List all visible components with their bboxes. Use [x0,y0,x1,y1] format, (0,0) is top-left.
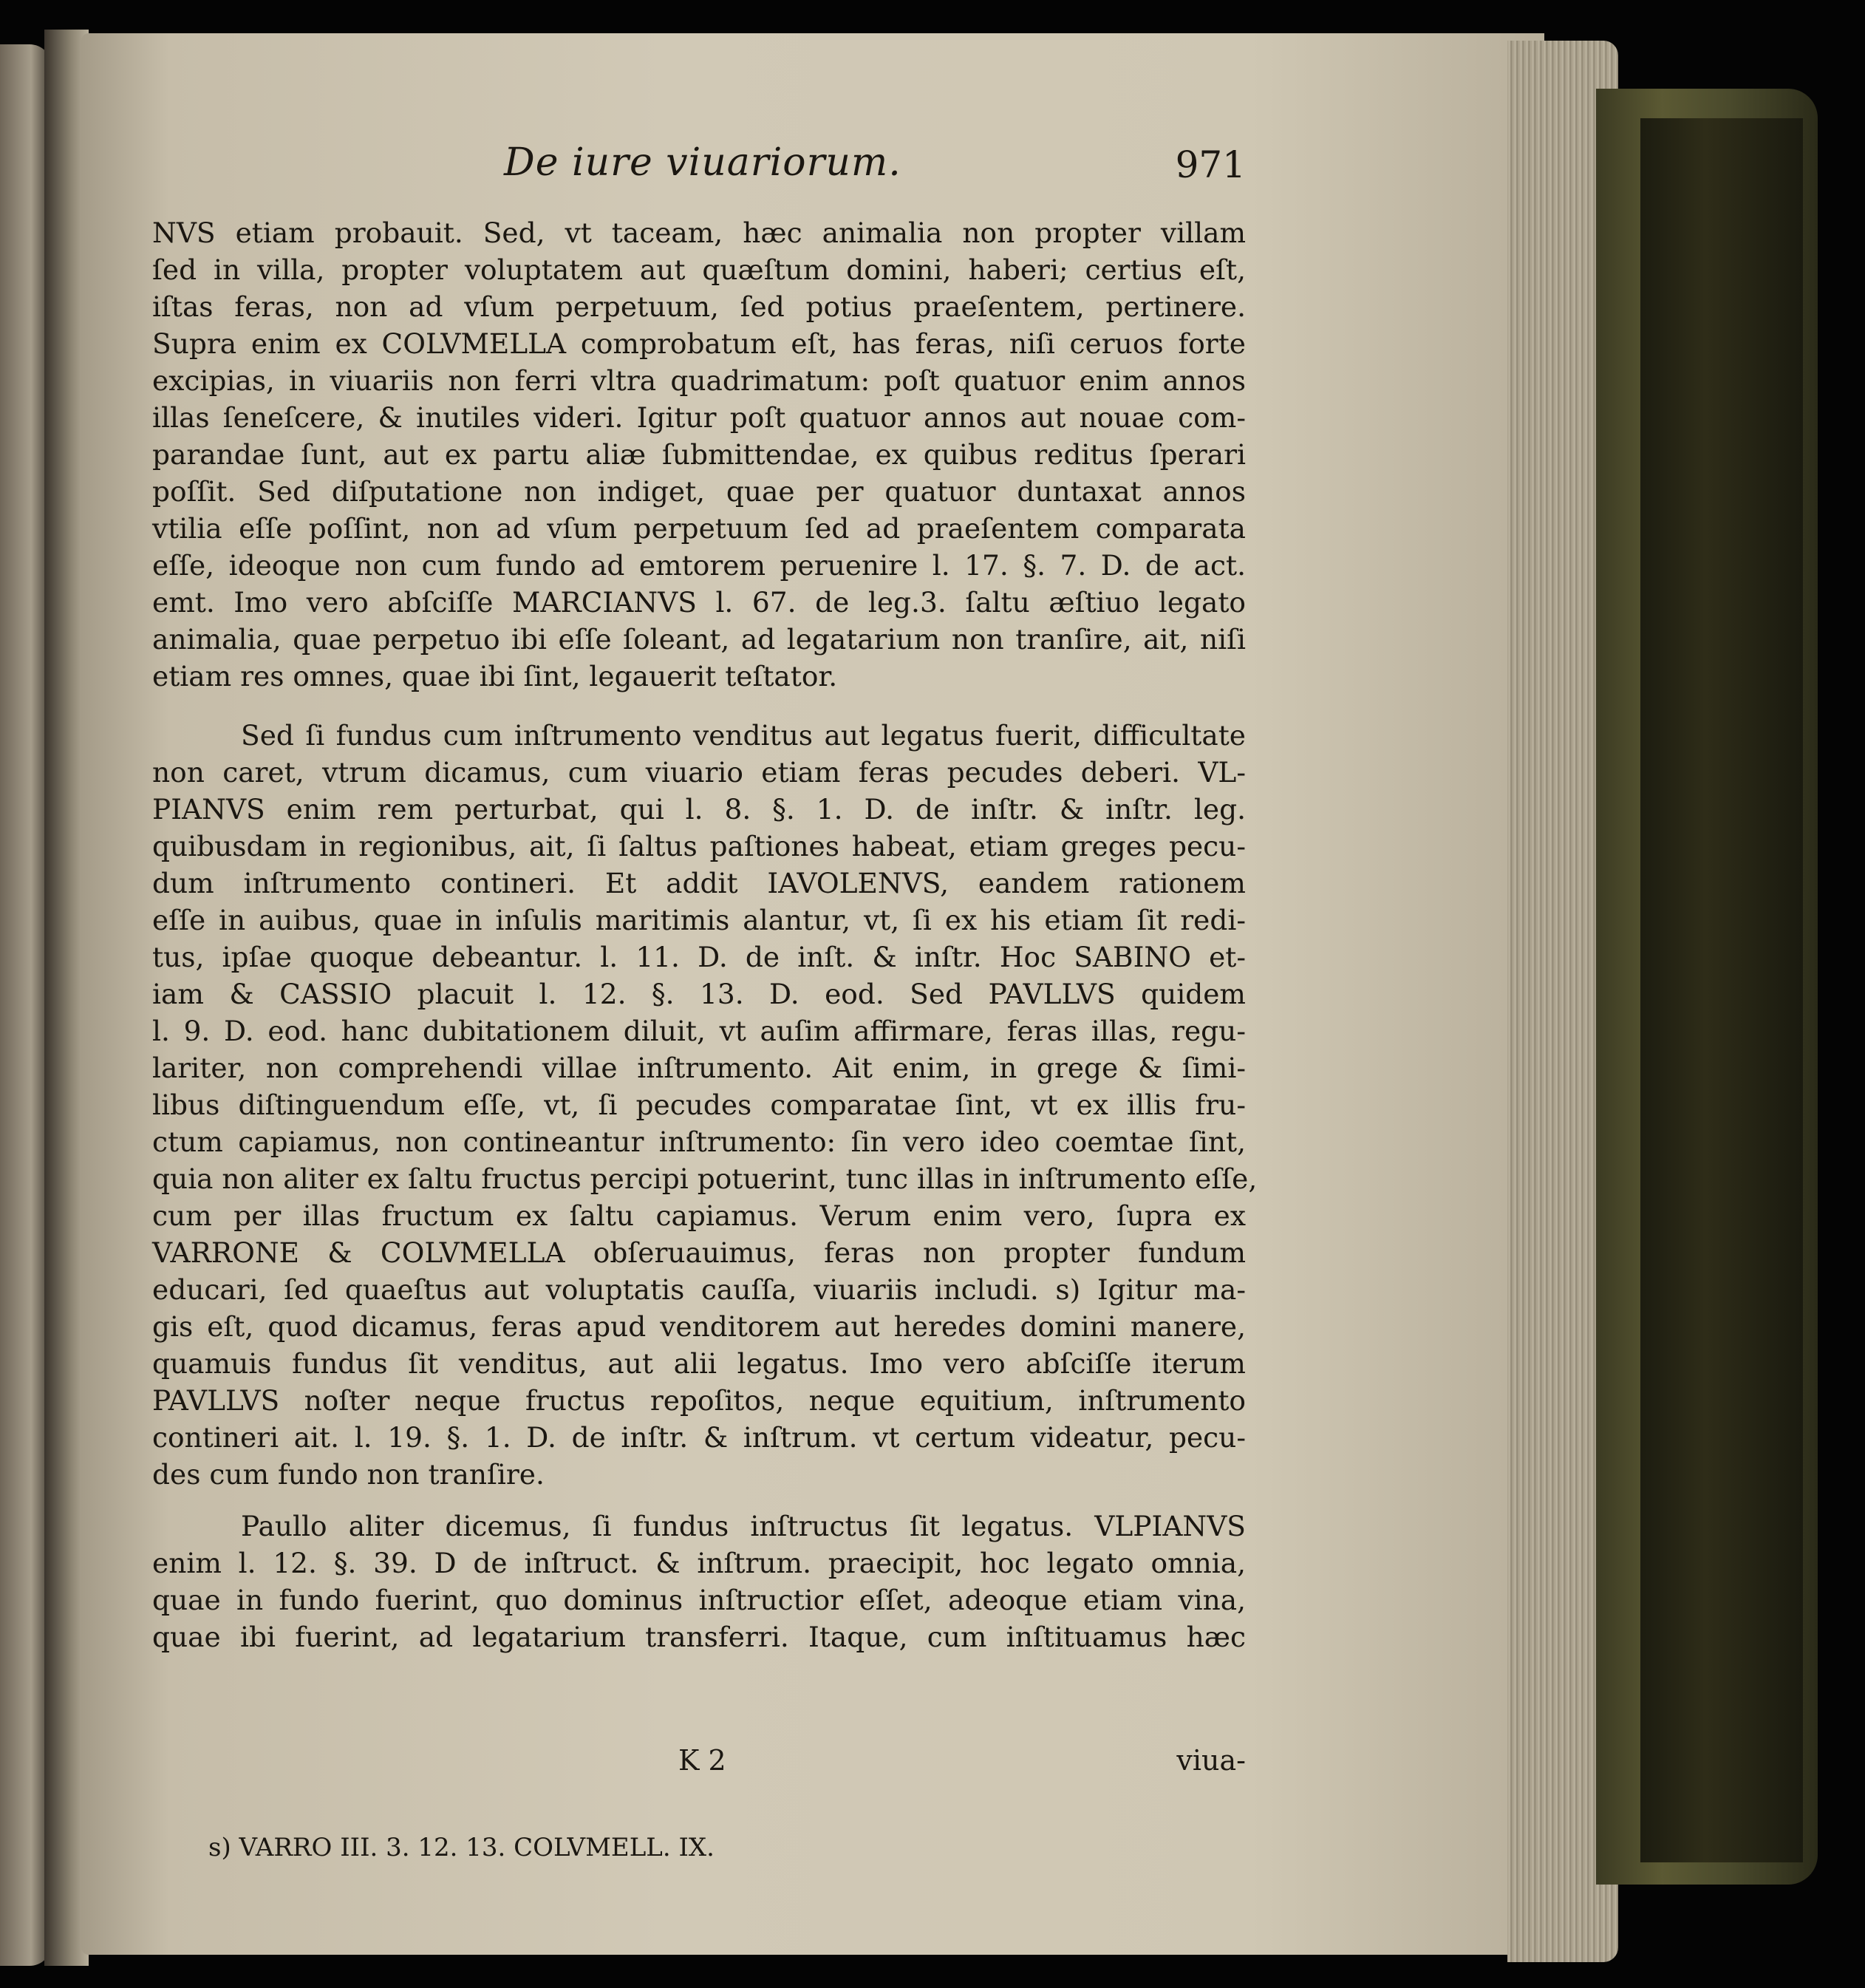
text-line: iam & CASSIO placuit l. 12. §. 13. D. eod. Sed PAVLLVS quidem [152,978,1246,1010]
text-line: quia non aliter ex ſaltu fructus percipi potuerint, tunc illas in inſtrumento eſſe, [152,1162,1258,1195]
catchword-row [152,1744,1246,1781]
text-line: vtilia eſſe poſſint, non ad vſum perpetuum ſed ad praeſentem comparata [152,512,1246,545]
text-line: Paullo aliter dicemus, ſi fundus inſtructus ſit legatus. VLPIANVS [241,1510,1246,1542]
signature-mark: K 2 [678,1744,726,1777]
text-line: l. 9. D. eod. hanc dubitationem diluit, vt auſim affirmare, feras illas, regu- [152,1015,1246,1047]
footnote: s) VARRO III. 3. 12. 13. COLVMELL. IX. [208,1833,715,1862]
text-line: eſſe in auibus, quae in inſulis maritimis alantur, vt, ſi ex his etiam ſit redi- [152,904,1246,936]
text-line: etiam res omnes, quae ibi ſint, legauerit teſtator. [152,660,838,692]
running-title: De iure viuariorum. [504,140,901,185]
text-line: PIANVS enim rem perturbat, qui l. 8. §. 1. D. de inſtr. & inſtr. leg. [152,793,1246,826]
text-line: quibusdam in regionibus, ait, ſi ſaltus paſtiones habeat, etiam greges pecu- [152,830,1246,862]
text-line: ctum capiamus, non contineantur inſtrumento: ſin vero ideo coemtae ſint, [152,1126,1246,1158]
text-line: cum per illas fructum ex ſaltu capiamus. Verum enim vero, ſupra ex [152,1199,1246,1232]
text-line: PAVLLVS noſter neque fructus repoſitos, neque equitium, inſtrumento [152,1384,1246,1417]
text-line: Supra enim ex COLVMELLA comprobatum eſt, has feras, niſi ceruos forte [152,327,1246,360]
text-line: parandae ſunt, aut ex partu aliæ ſubmittendae, ex quibus reditus ſperari [152,438,1246,471]
text-line: gis eſt, quod dicamus, feras apud venditorem aut heredes domini manere, [152,1310,1246,1343]
text-line: poſſit. Sed diſputatione non indiget, quae per quatuor duntaxat annos [152,475,1246,508]
text-line: illas ſeneſcere, & inutiles videri. Igitur poſt quatuor annos aut nouae com- [152,401,1246,434]
text-line: iſtas feras, non ad vſum perpetuum, ſed potius praeſentem, pertinere. [152,290,1246,323]
catchword: viua- [1176,1744,1246,1777]
text-line: NVS etiam probauit. Sed, vt taceam, hæc animalia non propter villam [152,217,1246,249]
text-line: quae ibi fuerint, ad legatarium transferri. Itaque, cum inſtituamus hæc [152,1621,1246,1653]
running-header [152,140,1246,192]
text-line: VARRONE & COLVMELLA obſeruauimus, feras non propter fundum [152,1236,1246,1269]
text-line: lariter, non comprehendi villae inſtrumento. Ait enim, in grege & ſimi- [152,1052,1246,1084]
text-line: contineri ait. l. 19. §. 1. D. de inſtr. & inſtrum. vt certum videatur, pecu- [152,1421,1246,1454]
text-line: ſed in villa, propter voluptatem aut quæſtum domini, haberi; certius eſt, [152,253,1246,286]
text-line: des cum fundo non tranſire. [152,1458,545,1491]
text-line: dum inſtrumento contineri. Et addit IAVOLENVS, eandem rationem [152,867,1246,899]
text-line: tus, ipſae quoque debeantur. l. 11. D. de inſt. & inſtr. Hoc SABINO et- [152,941,1246,973]
cover-board-shadow [1640,118,1803,1862]
text-line: quae in fundo fuerint, quo dominus inſtructior eſſet, adeoque etiam vina, [152,1584,1246,1616]
text-line: libus diſtinguendum eſſe, vt, ſi pecudes comparatae ſint, vt ex illis fru- [152,1089,1246,1121]
text-line: enim l. 12. §. 39. D de inſtruct. & inſtrum. praecipit, hoc legato omnia, [152,1547,1246,1579]
text-line: eſſe, ideoque non cum fundo ad emtorem peruenire l. 17. §. 7. D. de act. [152,549,1246,582]
text-line: educari, ſed quaeſtus aut voluptatis cauſſa, viuariis includi. s) Igitur ma- [152,1273,1246,1306]
text-line: animalia, quae perpetuo ibi eſſe ſoleant, ad legatarium non tranſire, ait, niſi [152,623,1246,656]
page-number: 971 [1175,143,1246,186]
text-line: non caret, vtrum dicamus, cum viuario etiam feras pecudes deberi. VL- [152,756,1246,789]
text-line: excipias, in viuariis non ferri vltra quadrimatum: poſt quatuor enim annos [152,364,1246,397]
text-line: quamuis fundus ſit venditus, aut alii legatus. Imo vero abſciſſe iterum [152,1347,1246,1380]
text-line: Sed ſi fundus cum inſtrumento venditus aut legatus fuerit, difficultate [241,719,1246,752]
text-line: emt. Imo vero abſciſſe MARCIANVS l. 67. de leg.3. ſaltu æſtiuo legato [152,586,1246,619]
